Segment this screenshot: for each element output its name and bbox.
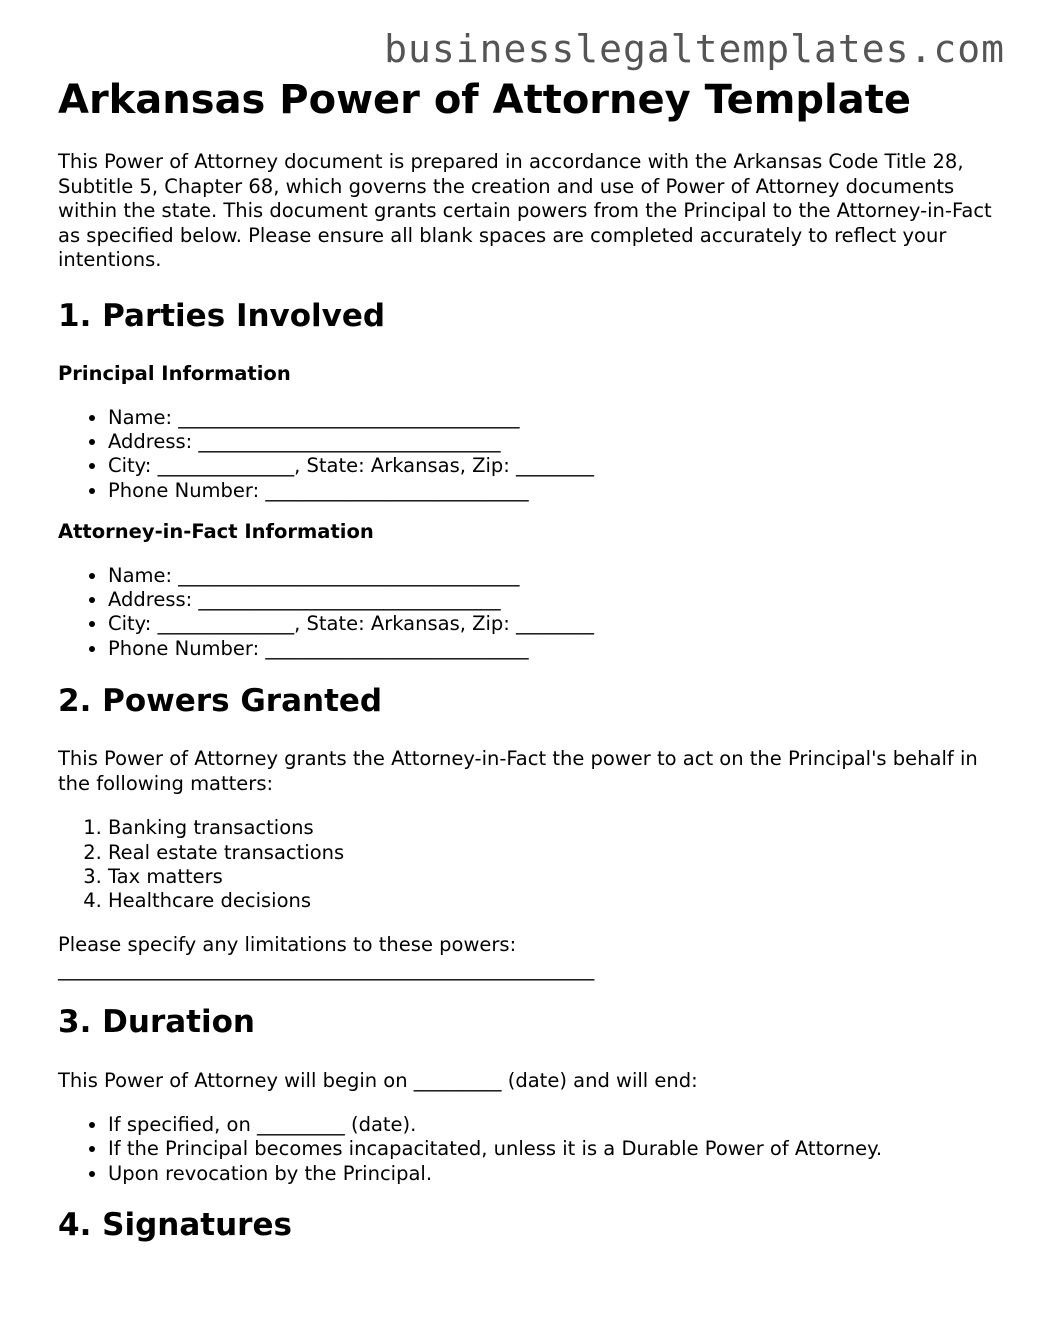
powers-paragraph: This Power of Attorney grants the Attorney-in-Fact the power to act on the Principal's behalf in the following matters: bbox=[58, 747, 978, 795]
principal-phone-field: • Phone Number: ___________________________ bbox=[108, 479, 998, 503]
intro-paragraph: This Power of Attorney document is prepared in accordance with the Arkansas Code Title 28, Subtitle 5, Chapter 68, which governs the creation and use of Power of Attorney documents within the state. This document grants certain powers from the Principal to the Attorney-in-Fact as specified below. Please ensure all blank spaces are completed accurately to reflect your intentions. bbox=[58, 150, 992, 271]
principal-info-heading: Principal Information bbox=[58, 361, 291, 385]
duration-item: • If specified, on _________ (date). bbox=[108, 1113, 998, 1137]
limitations-block bbox=[58, 933, 998, 982]
section-signatures-heading: 4. Signatures bbox=[58, 1207, 292, 1244]
document-title: Arkansas Power of Attorney Template bbox=[58, 77, 912, 123]
duration-paragraph: This Power of Attorney will begin on _________ (date) and will end: bbox=[58, 1068, 698, 1092]
attorney-city-field: • City: ______________, State: Arkansas, Zip: ________ bbox=[108, 612, 998, 636]
section-duration-heading: 3. Duration bbox=[58, 1004, 255, 1041]
section-parties-heading: 1. Parties Involved bbox=[58, 297, 386, 334]
limitations-label: Please specify any limitations to these powers: bbox=[58, 933, 517, 957]
power-item: 1. Banking transactions bbox=[108, 816, 998, 840]
watermark: businesslegaltemplates.com bbox=[384, 27, 1005, 71]
attorney-phone-field: • Phone Number: ___________________________ bbox=[108, 637, 998, 661]
attorney-address-field: • Address: _______________________________ bbox=[108, 588, 998, 612]
section-powers-heading: 2. Powers Granted bbox=[58, 683, 383, 720]
power-item: 3. Tax matters bbox=[108, 865, 998, 889]
duration-list bbox=[58, 1113, 998, 1186]
principal-info-list bbox=[58, 406, 998, 503]
power-item: 4. Healthcare decisions bbox=[108, 889, 998, 913]
powers-list bbox=[58, 816, 998, 913]
document-body bbox=[58, 76, 998, 1244]
attorney-info-heading: Attorney-in-Fact Information bbox=[58, 519, 374, 543]
attorney-name-field: • Name: ___________________________________ bbox=[108, 564, 998, 588]
duration-item: • Upon revocation by the Principal. bbox=[108, 1162, 998, 1186]
limitations-blank-line: _______________________________________________________ bbox=[58, 957, 595, 981]
attorney-info-list bbox=[58, 564, 998, 661]
principal-name-field: • Name: ___________________________________ bbox=[108, 406, 998, 430]
principal-address-field: • Address: _______________________________ bbox=[108, 430, 998, 454]
power-item: 2. Real estate transactions bbox=[108, 841, 998, 865]
principal-city-field: • City: ______________, State: Arkansas, Zip: ________ bbox=[108, 454, 998, 478]
duration-item: • If the Principal becomes incapacitated, unless it is a Durable Power of Attorney. bbox=[108, 1137, 998, 1161]
